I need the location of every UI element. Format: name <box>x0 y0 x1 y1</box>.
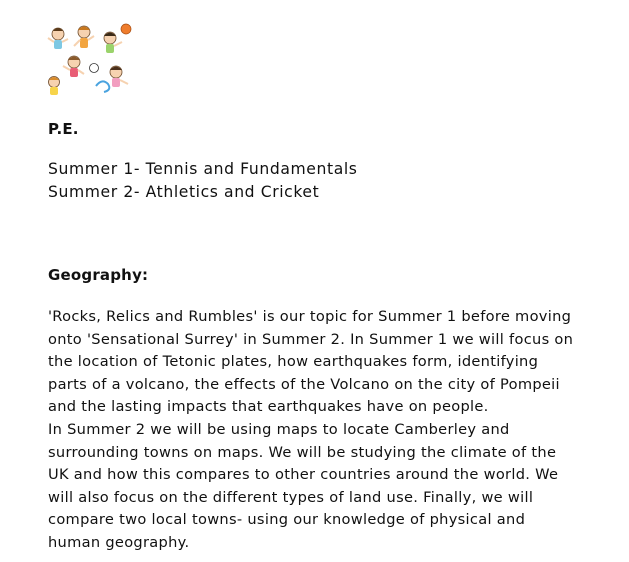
kid-figure-icon <box>104 32 122 53</box>
geography-heading: Geography: <box>48 266 149 284</box>
pe-line: Summer 1- Tennis and Fundamentals <box>48 160 358 178</box>
pe-schedule <box>48 158 358 204</box>
geography-line: UK and how this compares to other countries around the world. We <box>48 466 559 484</box>
geography-line: will also focus on the different types of land use. Finally, we will <box>48 488 534 506</box>
pe-heading: P.E. <box>48 120 79 138</box>
geography-line: In Summer 2 we will be using maps to locate Camberley and <box>48 420 510 438</box>
geography-paragraph <box>48 306 573 555</box>
kids-sports-clipart <box>44 22 136 96</box>
kid-figure-icon <box>63 56 84 77</box>
pe-line: Summer 2- Athletics and Cricket <box>48 183 320 201</box>
geography-line: compare two local towns- using our knowledge of physical and <box>48 511 526 529</box>
geography-line: surrounding towns on maps. We will be studying the climate of the <box>48 443 557 461</box>
geography-line: the location of Tetonic plates, how earthquakes form, identifying <box>48 353 539 371</box>
kid-figure-icon <box>110 66 128 87</box>
kid-figure-icon <box>48 28 68 49</box>
geography-line: 'Rocks, Relics and Rumbles' is our topic for Summer 1 before moving <box>48 308 572 325</box>
ball-icon <box>121 24 131 34</box>
kid-figure-icon <box>49 77 60 96</box>
geography-line: and the lasting impacts that earthquakes have on people. <box>48 398 489 416</box>
geography-line: onto 'Sensational Surrey' in Summer 2. In Summer 1 we will focus on <box>48 330 574 348</box>
kid-figure-icon <box>74 26 94 48</box>
football-icon <box>90 64 99 73</box>
geography-line: parts of a volcano, the effects of the Volcano on the city of Pompeii <box>48 375 560 393</box>
geography-line: human geography. <box>48 533 190 551</box>
swirl-icon <box>96 81 109 92</box>
